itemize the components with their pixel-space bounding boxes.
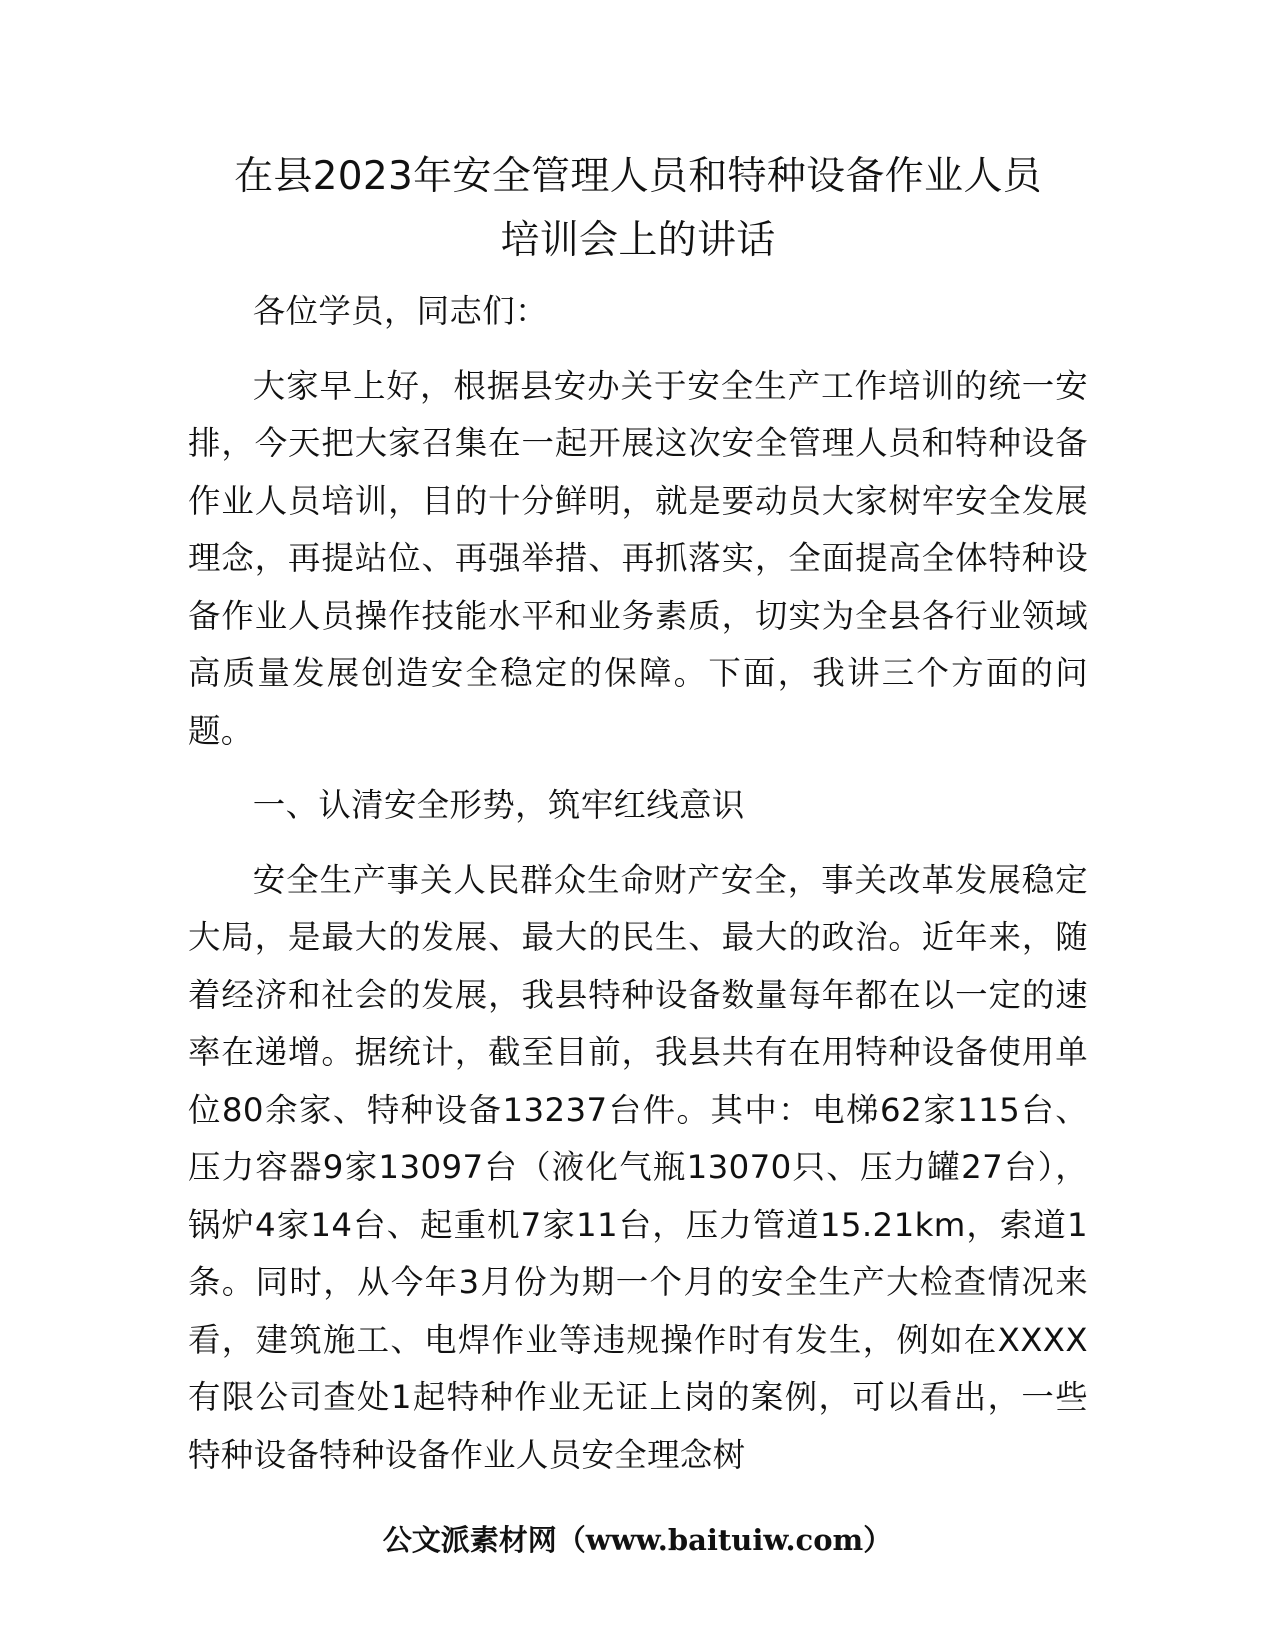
title-line-2: 培训会上的讲话 bbox=[500, 218, 776, 263]
title-line-1: 在县2023年安全管理人员和特种设备作业人员 bbox=[234, 154, 1042, 199]
paragraph-safety-situation: 安全生产事关人民群众生命财产安全，事关改革发展稳定大局，是最大的发展、最大的民生、最大的政治。近年来，随着经济和社会的发展，我县特种设备数量每年都在以一定的速率在递增。据统计，截至目前，我县共有在用特种设备使用单位80余家、特种设备13237台件。其中：电梯62家115台、压力容器9家13097台（液化气瓶13070只、压力罐27台），锅炉4家14台、起重机7家11台，压力管道15.21km，索道1条。同时，从今年3月份为期一个月的安全生产大检查情况来看，建筑施工、电焊作业等违规操作时有发生，例如在XXXX有限公司查处1起特种作业无证上岗的案例，可以看出，一些特种设备特种设备作业人员安全理念树 bbox=[188, 860, 1088, 1474]
greeting: 各位学员，同志们： bbox=[252, 292, 548, 330]
section-heading-1: 一、认清安全形势，筑牢红线意识 bbox=[252, 786, 745, 824]
footer-watermark: 公文派素材网（www.baituiw.com） bbox=[382, 1523, 893, 1557]
document-body bbox=[188, 145, 1088, 1484]
document-title bbox=[188, 145, 1088, 273]
paragraph-intro: 大家早上好，根据县安办关于安全生产工作培训的统一安排，今天把大家召集在一起开展这次安全管理人员和特种设备作业人员培训，目的十分鲜明，就是要动员大家树牢安全发展理念，再提站位、再强举措、再抓落实，全面提高全体特种设备作业人员操作技能水平和业务素质，切实为全县各行业领域高质量发展创造安全稳定的保障。下面，我讲三个方面的问题。 bbox=[188, 366, 1088, 750]
